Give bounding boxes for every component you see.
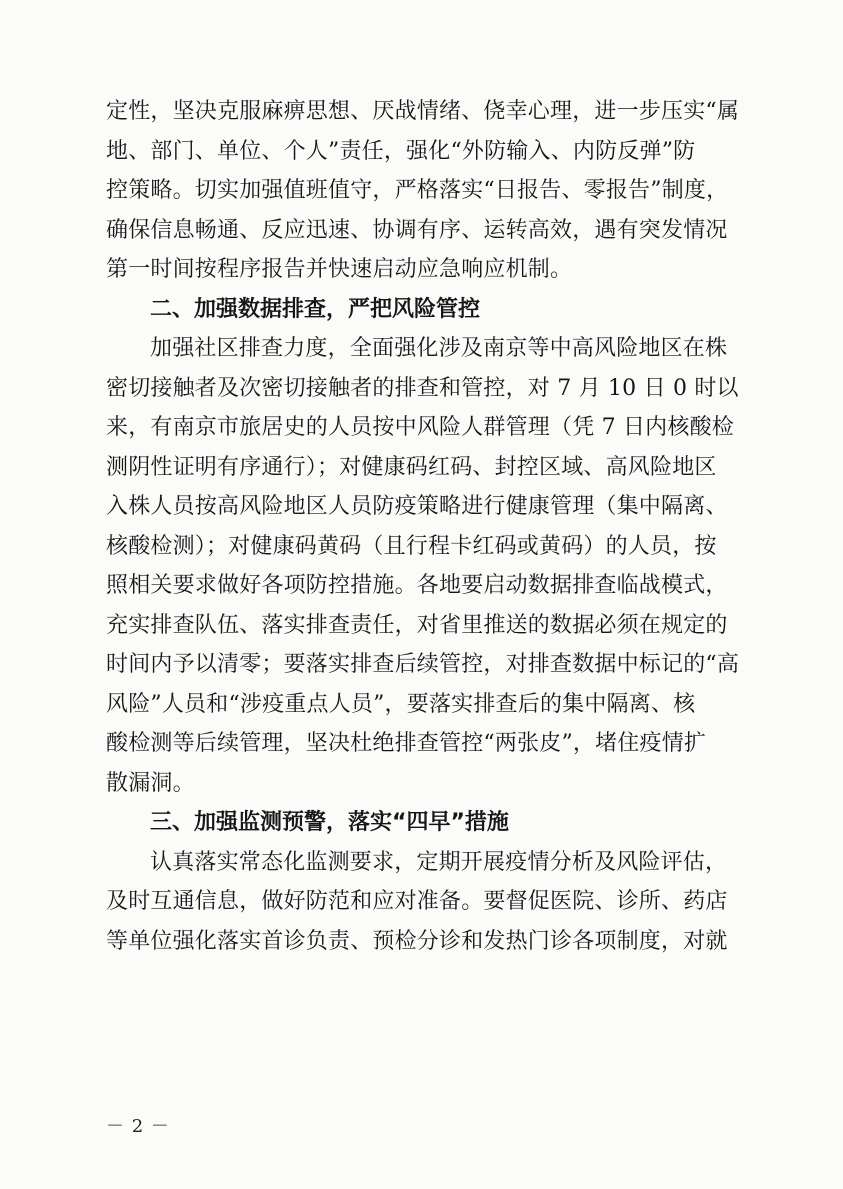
document-body xyxy=(106,92,746,961)
text-line: 照相关要求做好各项防控措施。各地要启动数据排查临战模式， xyxy=(106,573,728,598)
text-line: 散漏洞。 xyxy=(106,770,195,796)
text-line: 时间内予以清零；要落实排查后续管控，对排查数据中标记的“高 xyxy=(106,652,740,677)
text-line: 酸检测等后续管理，坚决杜绝排查管控“两张皮”，堵住疫情扩 xyxy=(106,731,707,756)
text-line: 测阴性证明有序通行）；对健康码红码、封控区域、高风险地区 xyxy=(106,454,717,480)
section-3-heading: 三、加强监测预警，落实“四早”措施 xyxy=(150,810,509,835)
text-line: 加强社区排查力度，全面强化涉及南京等中高风险地区在株 xyxy=(150,336,728,361)
text-line: 定性，坚决克服麻痹思想、厌战情绪、侥幸心理，进一步压实“属 xyxy=(106,99,740,124)
text-line: 充实排查队伍、落实排查责任，对省里推送的数据必须在规定的 xyxy=(106,612,728,638)
text-line: 及时互通信息，做好防范和应对准备。要督促医院、诊所、药店 xyxy=(106,889,728,914)
text-line: 地、部门、单位、个人”责任，强化“外防输入、内防反弹”防 xyxy=(106,138,696,164)
text-line: 认真落实常态化监测要求，定期开展疫情分析及风险评估， xyxy=(150,849,728,875)
text-line: 控策略。切实加强值班值守，严格落实“日报告、零报告”制度， xyxy=(106,178,729,203)
text-line: 等单位强化落实首诊负责、预检分诊和发热门诊各项制度，对就 xyxy=(106,928,728,954)
text-line: 密切接触者及次密切接触者的排查和管控，对 7 月 10 日 0 时以 xyxy=(106,375,739,401)
text-line: 风险”人员和“涉疫重点人员”，要落实排查后的集中隔离、核 xyxy=(106,691,696,717)
section-2-paragraph xyxy=(106,329,746,803)
text-line: 入株人员按高风险地区人员防疫策略进行健康管理（集中隔离、 xyxy=(106,494,728,519)
section-3-paragraph xyxy=(106,843,746,962)
text-line: 确保信息畅通、反应迅速、协调有序、运转高效，遇有突发情况 xyxy=(106,217,728,243)
text-line: 第一时间按程序报告并快速启动应急响应机制。 xyxy=(106,257,573,282)
text-line: 来，有南京市旅居史的人员按中风险人群管理（凭 7 日内核酸检 xyxy=(106,415,734,440)
section-2-heading: 二、加强数据排查，严把风险管控 xyxy=(150,296,481,322)
page-number: － 2 － xyxy=(106,1116,170,1137)
intro-paragraph xyxy=(106,92,746,290)
text-line: 核酸检测）；对健康码黄码（且行程卡红码或黄码）的人员，按 xyxy=(106,533,717,559)
